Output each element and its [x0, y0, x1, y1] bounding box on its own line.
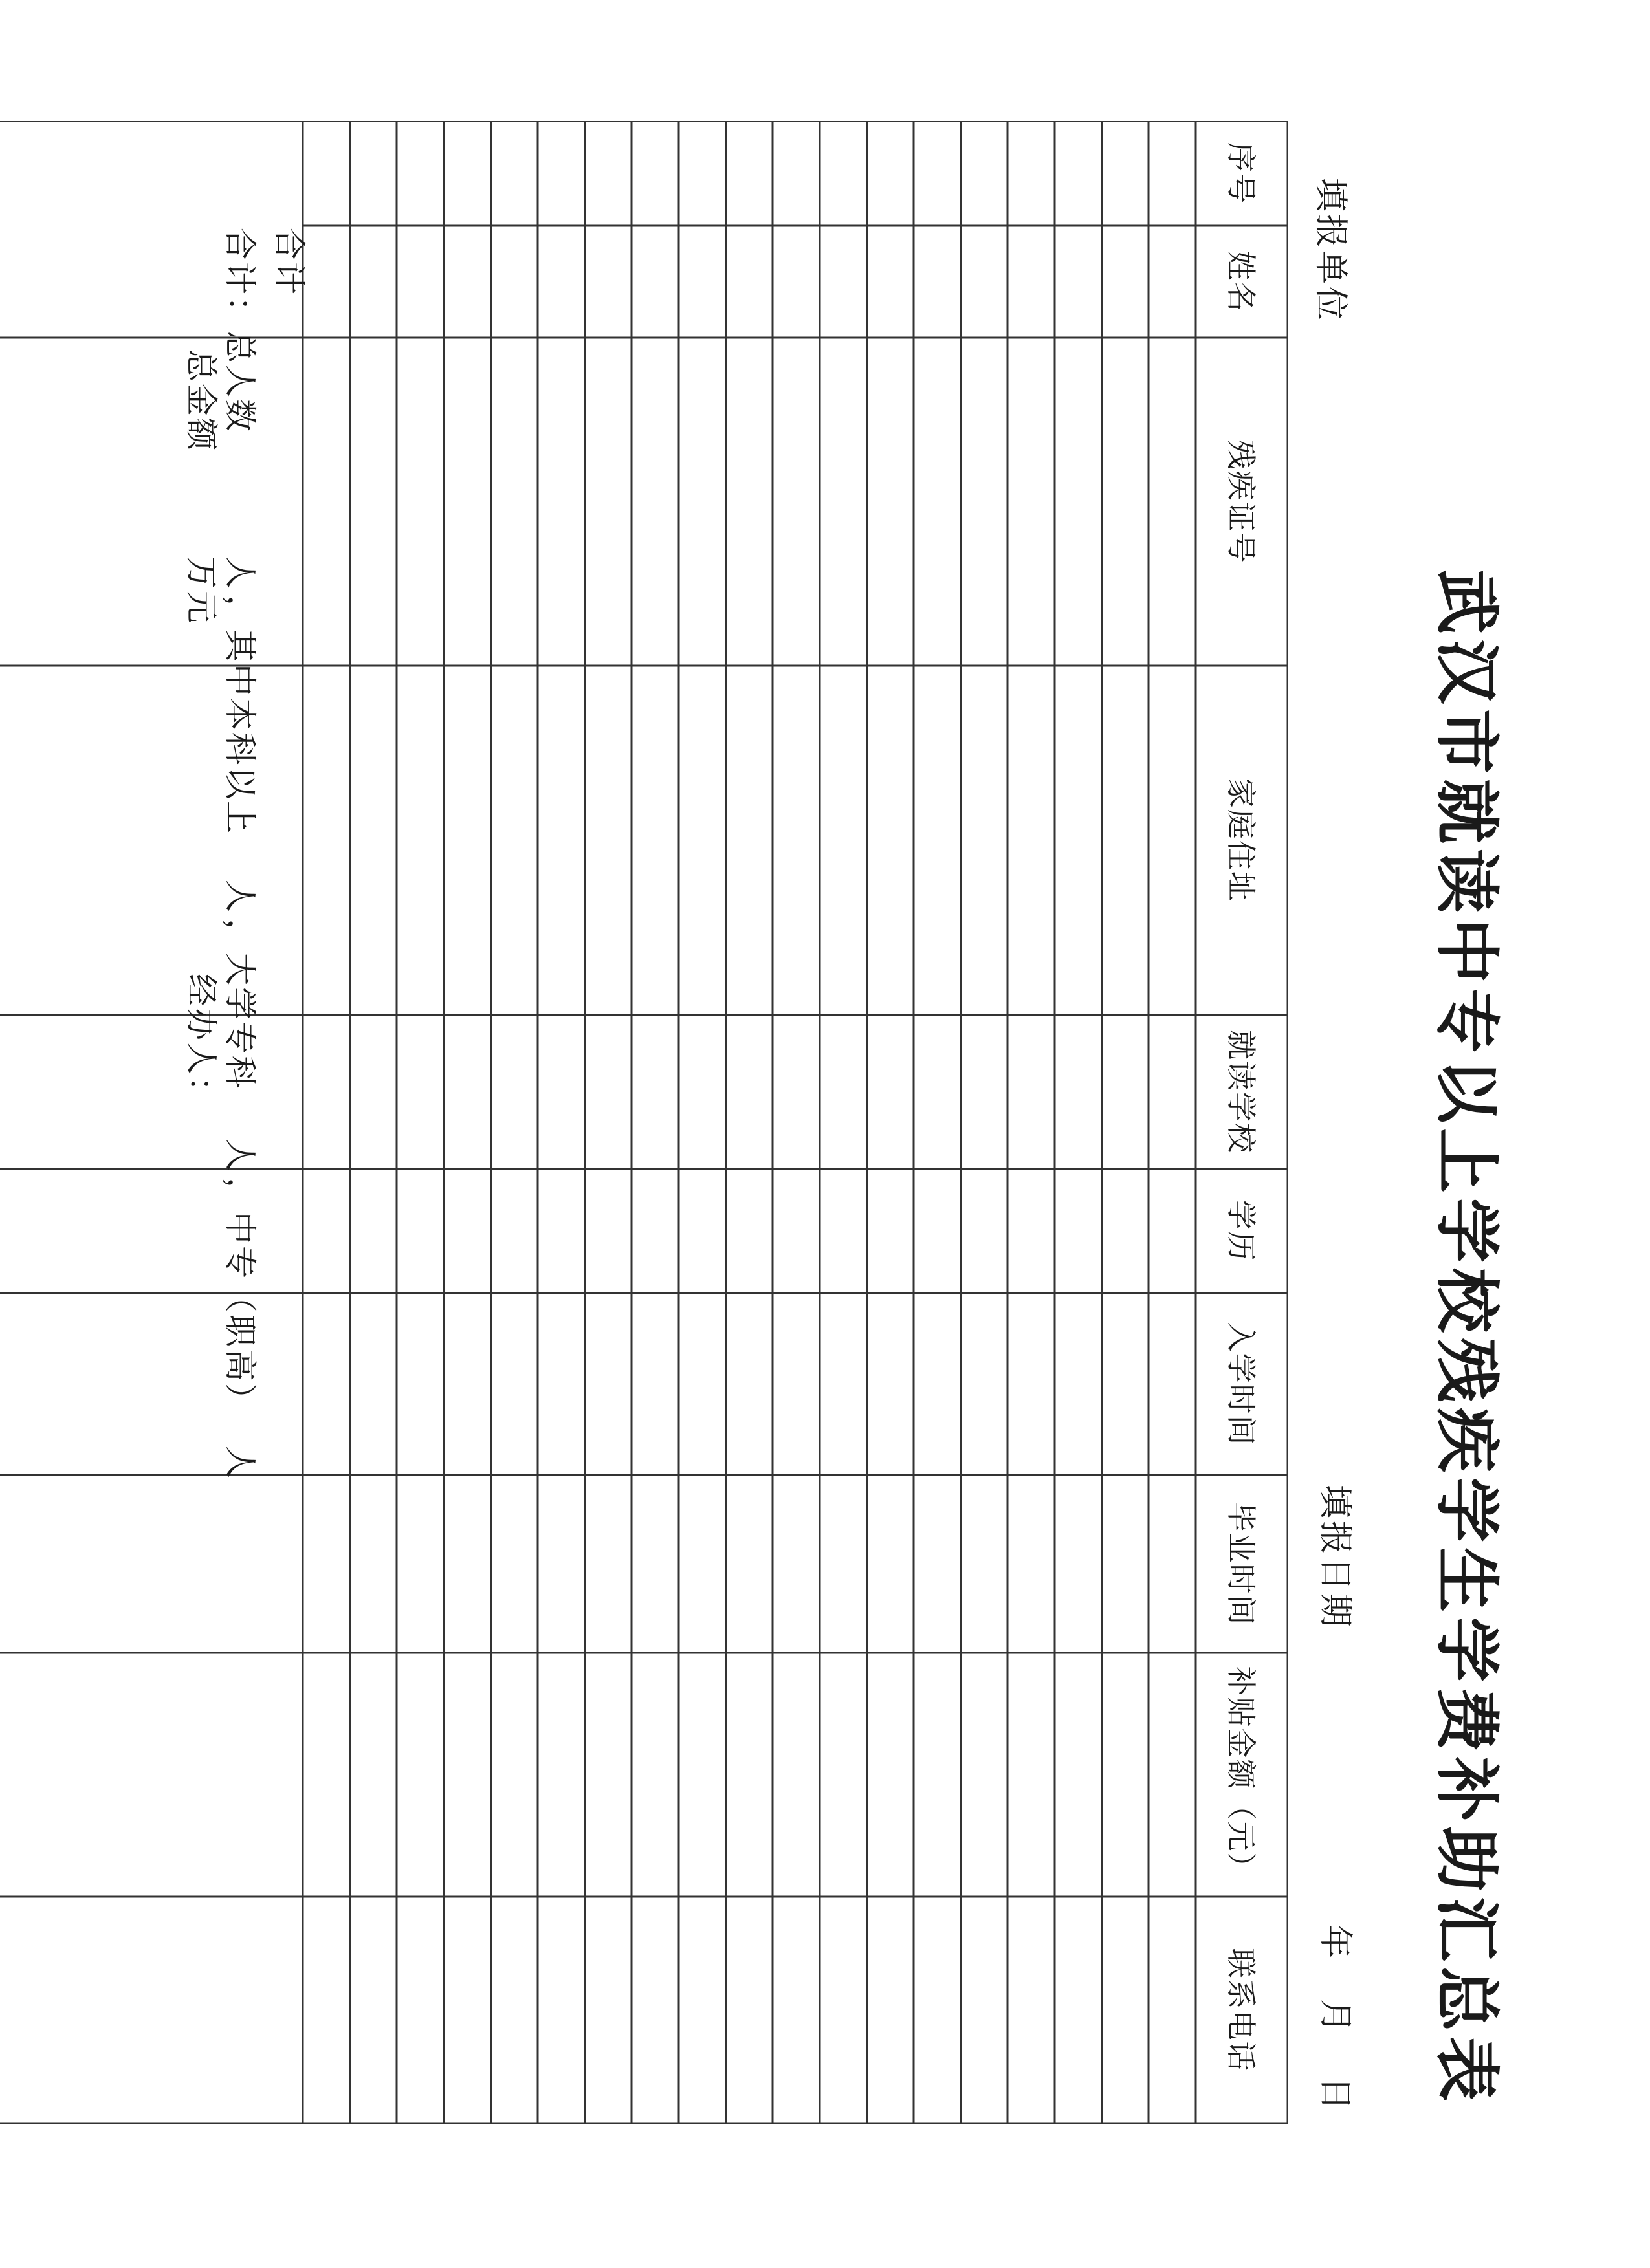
date-year-label: 年	[1315, 1925, 1354, 1961]
column-header: 残疾证号	[1224, 439, 1259, 564]
column-header: 入学时间	[1224, 1322, 1259, 1446]
column-header: 毕业时间	[1224, 1501, 1259, 1626]
form-title: 武汉市就读中专以上学校残疾学生学费补助汇总表	[1429, 569, 1505, 2106]
college-unit: 人	[221, 1139, 259, 1173]
column-header: 学历	[1224, 1200, 1259, 1262]
column-header: 就读学校	[1224, 1030, 1259, 1154]
secondary-label: ，中专（职高）	[221, 1177, 259, 1417]
date-month-label: 月	[1315, 1999, 1354, 2036]
college-label: ，大学专科	[221, 919, 259, 1090]
column-header: 姓名	[1224, 250, 1259, 313]
column-header: 联系电话	[1224, 1948, 1259, 2073]
reporting-date-label: 填报日期	[1315, 1485, 1354, 1630]
undergrad-label: ，其中本科以上	[221, 595, 259, 835]
secondary-unit: 人	[221, 1446, 259, 1480]
handler-label: 经办人：	[182, 974, 220, 1111]
date-day-label: 日	[1315, 2077, 1354, 2113]
undergrad-unit: 人	[221, 880, 259, 914]
amount-unit: 万元	[182, 556, 220, 625]
total-row-label: 合计	[270, 228, 308, 296]
column-header: 补贴金额（元）	[1224, 1666, 1259, 1884]
column-header: 家庭住址	[1224, 778, 1259, 902]
total-count-label: 合计：总人数	[221, 228, 259, 433]
total-amount-label: 总金额	[182, 349, 220, 452]
column-header: 序号	[1224, 142, 1259, 204]
reporting-unit-label: 填报单位	[1311, 178, 1350, 323]
total-count-unit: 人	[221, 556, 259, 591]
